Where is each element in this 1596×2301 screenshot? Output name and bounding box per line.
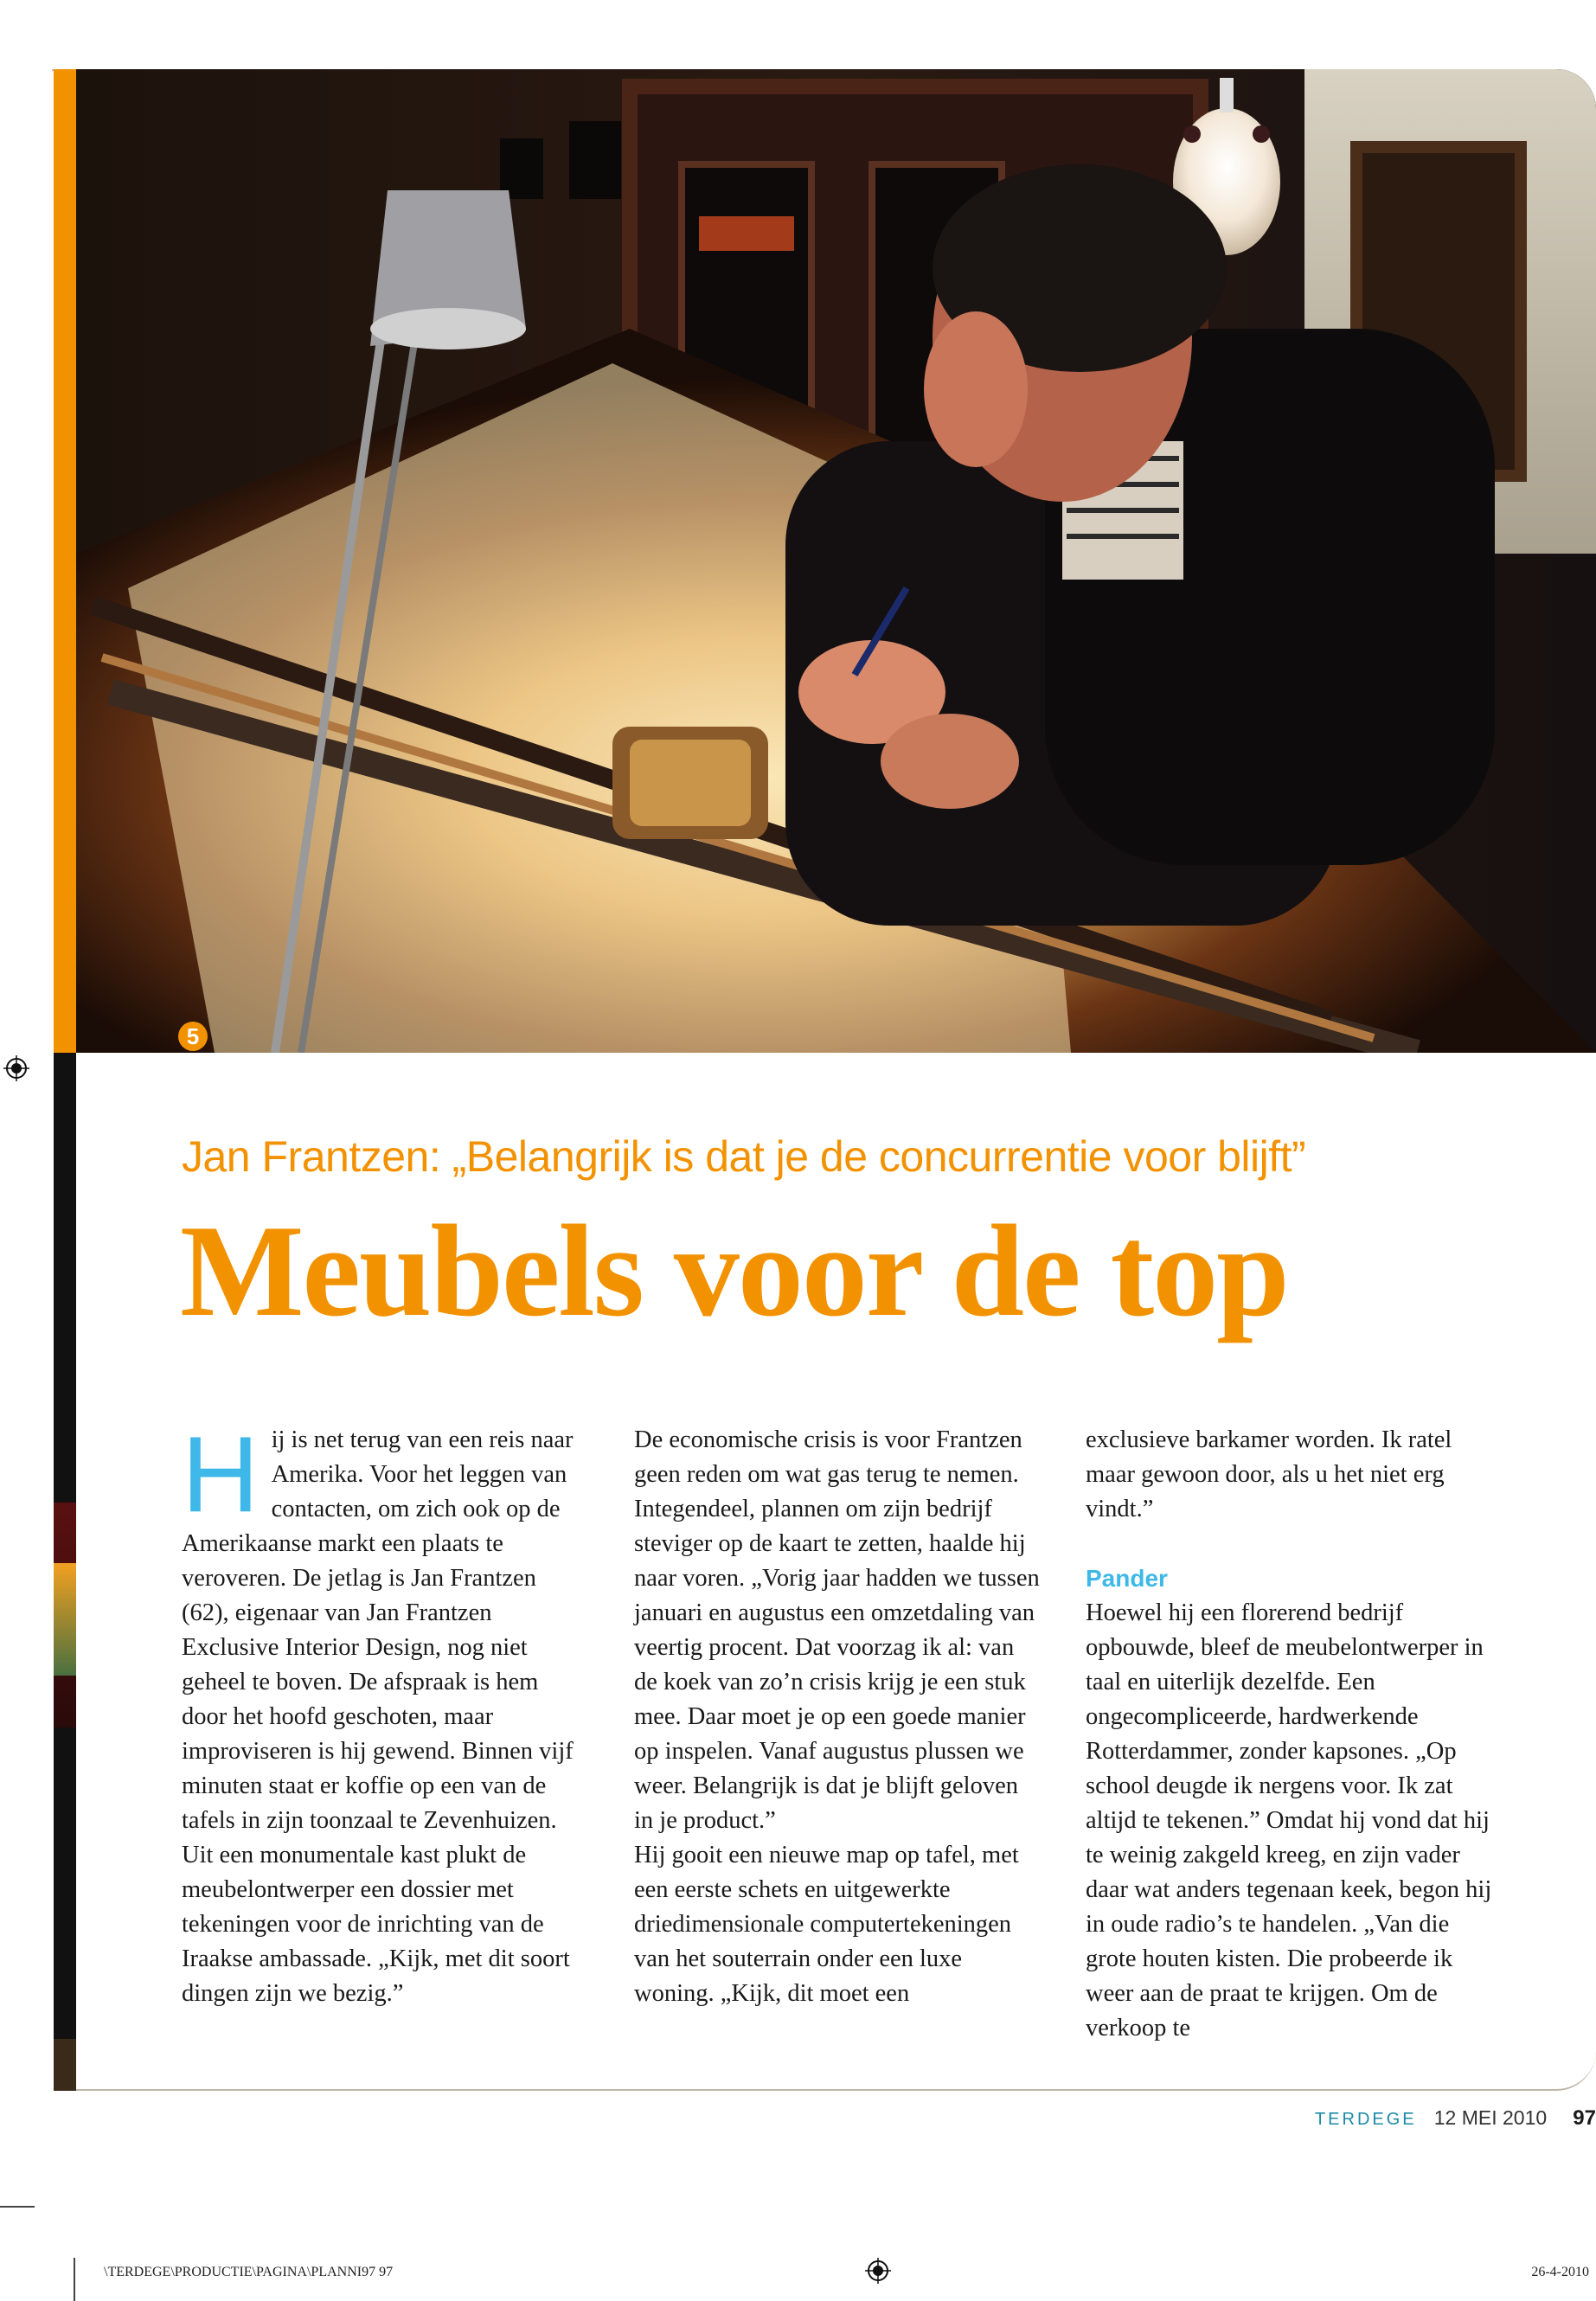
registration-mark-icon	[865, 2258, 891, 2284]
orange-side-bar	[54, 69, 76, 1053]
drop-cap: H	[182, 1415, 260, 1535]
paragraph: De economische crisis is voor Frantzen geen reden om wat gas terug te nemen. Integendeel, plannen om zijn bedrijf steviger op de kaart te zetten, haalde hij naar voren. „Vorig jaar hadden we tussen januari en augustus een omzetdaling van veertig procent. Dat voorzag ik al: van de koek van zo’n crisis krijg je een stuk mee. Daar moet je op een goede manier op inspelen. Vanaf augustus plussen we weer. Belangrijk is dat je blijft geloven in je product.”	[634, 1426, 1040, 1834]
article-headline: Meubels voor de top	[180, 1198, 1288, 1343]
page-number: 97	[1573, 2106, 1596, 2130]
crop-mark	[74, 2258, 75, 2301]
text-column-1	[182, 1415, 588, 2011]
paragraph: ij is net terug van een reis naar Amerika. Voor het leggen van contacten, om zich ook op de Amerikaanse markt een plaats te veroveren. De jetlag is Jan Frantzen (62), eigenaar van Jan Frantzen Exclusive Interior Design, nog niet geheel te boven. De afspraak is hem door het hoofd geschoten, maar improviseren is hij gewend. Binnen vijf minuten staat er koffie op een van de tafels in zijn toonzaal te Zevenhuizen. Uit een monumentale kast plukt de meubelontwerper een dossier met tekeningen voor de inrichting van de Iraakse ambassade. „Kijk, met dit soort dingen zijn we bezig.”	[182, 1426, 574, 2007]
crop-mark	[0, 2206, 35, 2208]
paragraph: Hoewel hij een florerend bedrijf opbouwde, bleef de meubelontwerper in taal en uiterlijk dezelfde. Een ongecompliceerde, hardwerkende Rotterdammer, zonder kapsones. „Op school deugde ik nergens voor. Ik zat altijd te tekenen.” Omdat hij vond dat hij te weinig zakgeld kreeg, en zijn vader daar wat anders tegenaan keek, begon hij in oude radio’s te handelen. „Van die grote houten kisten. Die probeerde ik weer aan de praat te krijgen. Om de verkoop te	[1086, 1599, 1492, 2041]
print-date: 26-4-2010	[1531, 2265, 1589, 2279]
paragraph: Hij gooit een nieuwe map op tafel, met een eerste schets en uitgewerkte driedimensionale computertekeningen van het souterrain onder een luxe woning. „Kijk, dit moet een	[634, 1842, 1019, 2007]
text-column-2	[634, 1423, 1041, 2011]
print-slug: \TERDEGE\PRODUCTIE\PAGINA\PLANNI97 97	[104, 2265, 394, 2279]
page-footer	[1315, 2106, 1596, 2131]
magazine-name: TERDEGE	[1314, 2110, 1417, 2129]
paragraph: exclusieve barkamer worden. Ik ratel maar gewoon door, als u het niet erg vindt.”	[1086, 1426, 1452, 1522]
subheading: Pander	[1086, 1565, 1168, 1592]
side-photo-strip	[54, 1053, 76, 2091]
photo-number-badge: 5	[178, 1022, 208, 1051]
issue-date: 12 MEI 2010	[1433, 2106, 1548, 2129]
registration-mark-icon	[3, 1055, 29, 1081]
article-kicker: Jan Frantzen: „Belangrijk is dat je de concurrentie voor blijft”	[182, 1132, 1306, 1181]
text-column-3	[1086, 1423, 1492, 2046]
designer-at-drawing-table-photo	[76, 69, 1596, 1053]
